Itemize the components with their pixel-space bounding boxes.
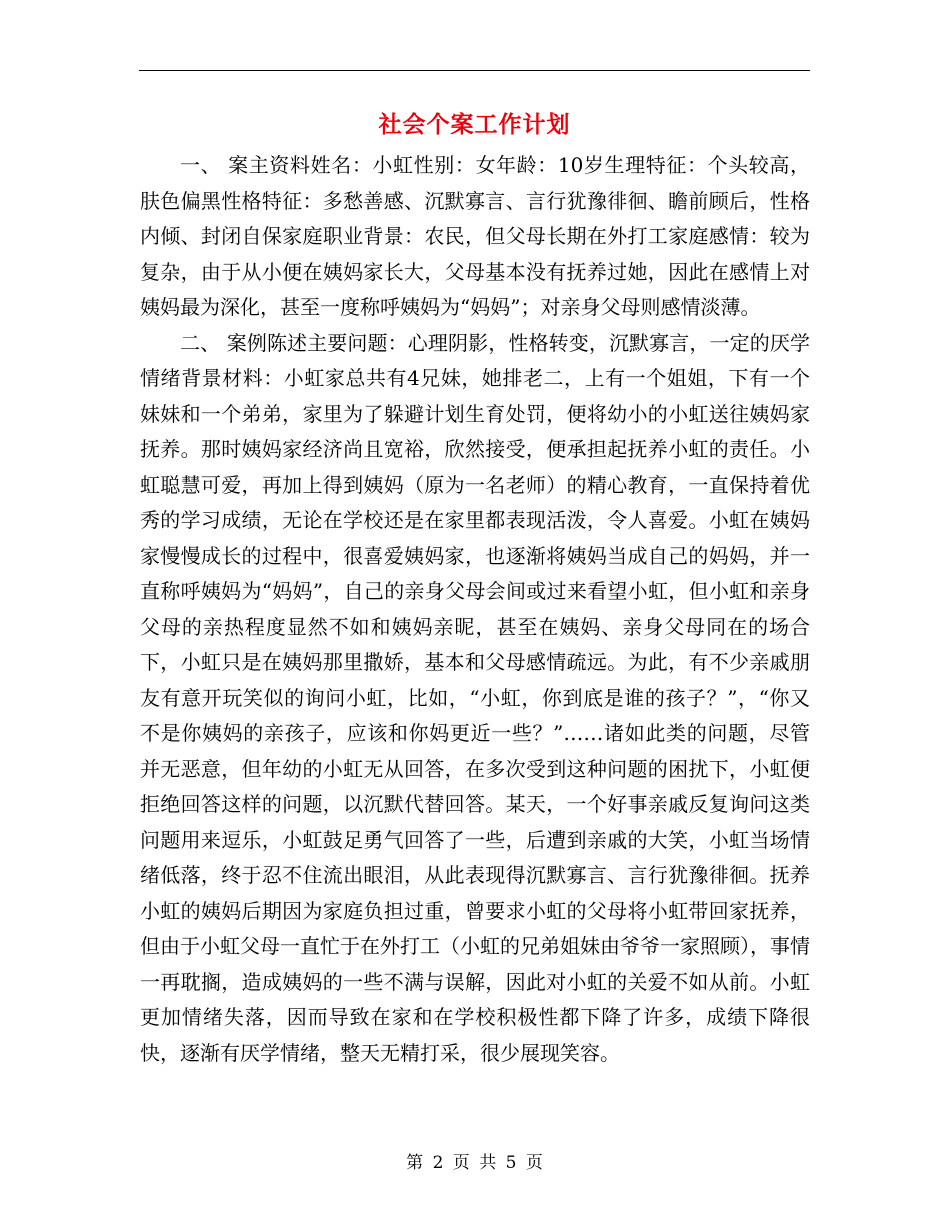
paragraph-case-info: 一、 案主资料姓名：小虹性别：女年龄：10岁生理特征：个头较高，肤色偏黑性格特征：多愁善感、沉默寡言、言行犹豫徘徊、瞻前顾后，性格内倾、封闭自保家庭职业背景：农民，但父母长期在外打工家庭感情：较为复杂，由于从小便在姨妈家长大，父母基本没有抚养过她，因此在感情上对姨妈最为深化，甚至一度称呼姨妈为“妈妈”；对亲身父母则感情淡薄。 [140,153,810,319]
document-body [140,148,810,1071]
paragraph-case-statement: 二、 案例陈述主要问题：心理阴影，性格转变，沉默寡言，一定的厌学情绪背景材料：小虹家总共有4兄妹，她排老二，上有一个姐姐，下有一个妹妹和一个弟弟，家里为了躲避计划生育处罚，便将幼小的小虹送往姨妈家抚养。那时姨妈家经济尚且宽裕，欣然接受，便承担起抚养小虹的责任。小虹聪慧可爱，再加上得到姨妈（原为一名老师）的精心教育，一直保持着优秀的学习成绩，无论在学校还是在家里都表现活泼，令人喜爱。小虹在姨妈家慢慢成长的过程中，很喜爱姨妈家，也逐渐将姨妈当成自己的妈妈，并一直称呼姨妈为“妈妈”，自己的亲身父母会间或过来看望小虹，但小虹和亲身父母的亲热程度显然不如和姨妈亲昵，甚至在姨妈、亲身父母同在的场合下，小虹只是在姨妈那里撒娇，基本和父母感情疏远。为此，有不少亲戚朋友有意开玩笑似的询问小虹，比如，“小虹，你到底是谁的孩子？”，“你又不是你姨妈的亲孩子，应该和你妈更近一些？”……诸如此类的问题，尽管并无恶意，但年幼的小虹无从回答，在多次受到这种问题的困扰下，小虹便拒绝回答这样的问题，以沉默代替回答。某天，一个好事亲戚反复询问这类问题用来逗乐，小虹鼓足勇气回答了一些，后遭到亲戚的大笑，小虹当场情绪低落，终于忍不住流出眼泪，从此表现得沉默寡言、言行犹豫徘徊。抚养小虹的姨妈后期因为家庭负担过重，曾要求小虹的父母将小虹带回家抚养，但由于小虹父母一直忙于在外打工（小虹的兄弟姐妹由爷爷一家照顾），事情一再耽搁，造成姨妈的一些不满与误解，因此对小虹的关爱不如从前。小虹更加情绪失落，因而导致在家和在学校积极性都下降了许多，成绩下降很快，逐渐有厌学情绪，整天无精打采，很少展现笑容。 [140,330,810,1065]
page-number: 第 2 页 共 5 页 [406,1153,543,1173]
document-title: 社会个案工作计划 [378,111,571,138]
header-rule [139,70,810,71]
